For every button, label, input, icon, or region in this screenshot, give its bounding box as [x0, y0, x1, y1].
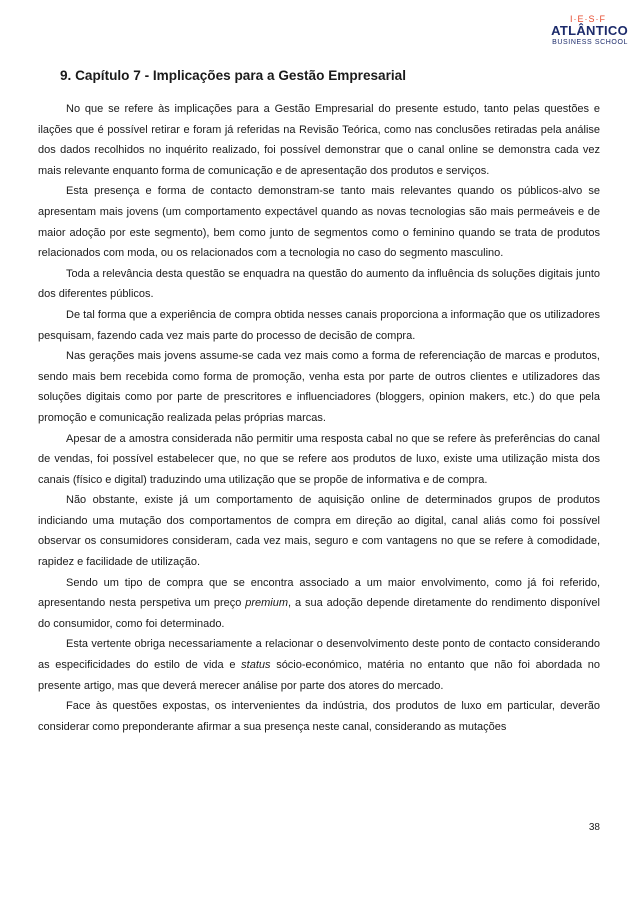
paragraph: Face às questões expostas, os intervenientes da indústria, dos produtos de luxo em particular, deverão considerar como preponderante afirmar a sua presença neste canal, considerando as mutações: [38, 700, 600, 733]
page-number: 38: [588, 822, 600, 833]
logo-school: BUSINESS SCHOOL: [552, 39, 628, 46]
logo-brand: ATLÂNTICO: [551, 23, 628, 38]
paragraph: Apesar de a amostra considerada não permitir uma resposta cabal no que se refere às preferências do canal de vendas, foi possível estabelecer que, no que se refere aos produtos de luxo, existe uma utilização mista dos canais (físico e digital) traduzindo uma utilização que se propõe de informativa e de compra.: [38, 432, 600, 486]
paragraph-text: , a sua adoção depende diretamente do rendimento disponível do consumidor, como foi determinado.: [38, 597, 600, 630]
paragraph-text: Esta vertente obriga necessariamente a relacionar o desenvolvimento deste ponto de contacto considerando as especificidades do estilo de vida e: [38, 638, 600, 672]
paragraph-text: Sendo um tipo de compra que se encontra associado a um maior envolvimento, como já foi referido, apresentando nesta perspetiva um preço: [38, 576, 600, 610]
paragraph: Não obstante, existe já um comportamento de aquisição online de determinados grupos de produtos indiciando uma mutação dos comportamentos de compra em direção ao digital, canal aliás como foi possível observar os consumidores consideram, cada vez mais, seguro e com vantagens no que se refere à comodidade, rapidez e facilidade de utilização.: [38, 494, 600, 569]
paragraph: [38, 573, 600, 635]
paragraph: Esta presença e forma de contacto demonstram-se tanto mais relevantes quando os públicos-alvo se apresentam mais jovens (um comportamento expectável quando as novas tecnologias são mais permeáveis e de maior adoção por este segmento), bem como junto de segmentos como o feminino quando se trata de produtos relacionados com moda, ou os relacionados com a tecnologia no caso do segmento masculino.: [38, 185, 600, 260]
paragraph-emphasis: premium: [245, 597, 289, 610]
paragraph: Nas gerações mais jovens assume-se cada vez mais como a forma de referenciação de marcas e produtos, sendo mais bem recebida como forma de promoção, venha esta por parte de outros clientes e utilizadores das soluções digitais como por parte de prescritores e influenciadores (bloggers, opinion makers, etc.) do que pela promoção e comunicação realizada pelas próprias marcas.: [38, 350, 600, 424]
chapter-heading: 9. Capítulo 7 - Implicações para a Gestão Empresarial: [60, 68, 407, 83]
paragraph-emphasis: status: [241, 659, 271, 672]
paragraph: No que se refere às implicações para a Gestão Empresarial do presente estudo, tanto pelas questões e ilações que é possível retirar e foram já referidas na Revisão Teórica, como nas conclusões retiradas pela análise dos dados recolhidos no inquérito realizado, foi possível demonstrar que o canal online se demonstra cada vez mais relevante enquanto forma de comunicação e de apresentação dos produtos e serviços.: [38, 103, 600, 177]
paragraph: [38, 634, 600, 696]
paragraph-text: sócio-económico, matéria no entanto que não foi abordada no presente artigo, mas que deverá merecer análise por parte dos atores do mercado.: [38, 659, 600, 692]
atlantico-logo: [508, 14, 628, 47]
body-text: [38, 99, 600, 737]
logo-iesf: I·E·S·F: [570, 14, 606, 24]
paragraph: De tal forma que a experiência de compra obtida nesses canais proporciona a informação que os utilizadores pesquisam, fazendo cada vez mais parte do processo de decisão de compra.: [38, 308, 600, 342]
paragraph: Toda a relevância desta questão se enquadra na questão do aumento da influência ds soluções digitais junto dos diferentes públicos.: [38, 267, 600, 301]
